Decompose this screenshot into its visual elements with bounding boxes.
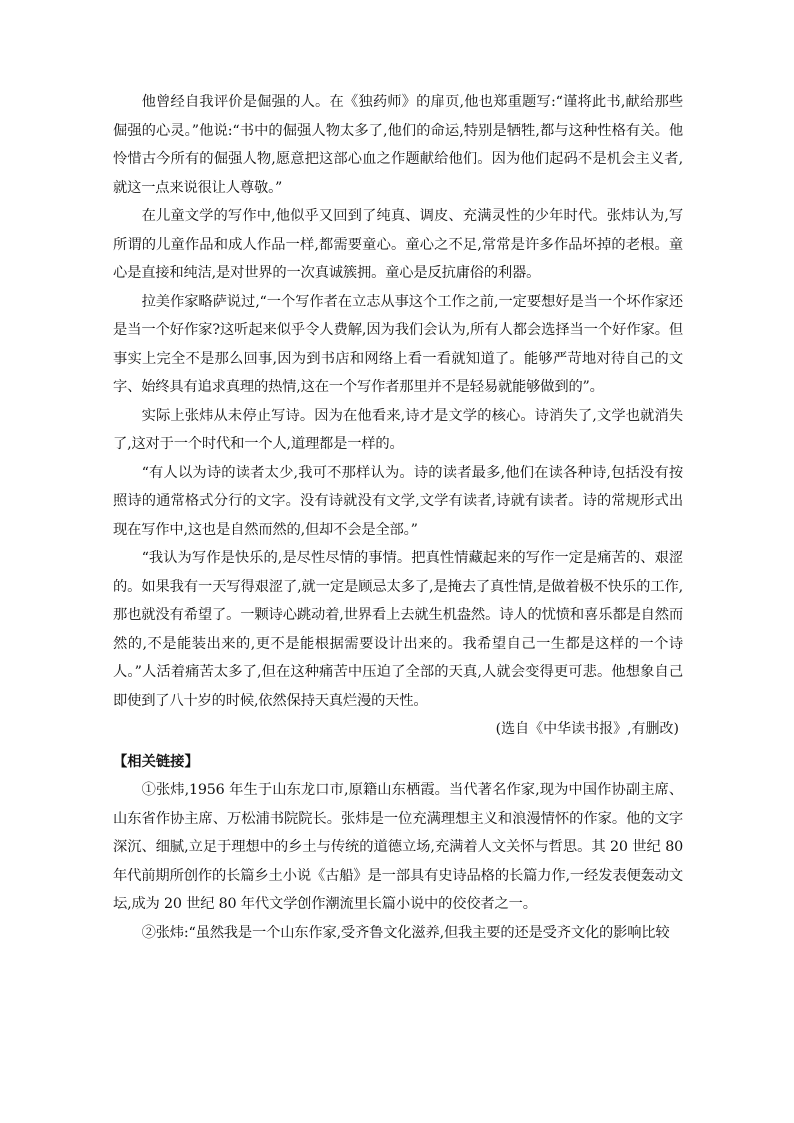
document-page xyxy=(113,88,683,947)
paragraph-poetry-readers: “有人以为诗的读者太少,我可不那样认为。诗的读者最多,他们在读各种诗,包括没有按照诗的通常格式分行的文字。没有诗就没有文学,文学有读者,诗就有读者。诗的常规形式出现在写作中,这也是自然而然的,但却不会是全部。” xyxy=(113,464,683,538)
related-link-quote: ②张炜:“虽然我是一个山东作家,受齐鲁文化滋养,但我主要的还是受齐文化的影响比较 xyxy=(141,924,670,941)
paragraph-childrens-literature: 在儿童文学的写作中,他似乎又回到了纯真、调皮、充满灵性的少年时代。张炜认为,写所谓的儿童作品和成人作品一样,都需要童心。童心之不足,常常是许多作品坏掉的老根。童心是直接和纯洁,是对世界的一次真诚簇拥。童心是反抗庸俗的利器。 xyxy=(113,208,683,281)
article-source: (选自《中华读书报》,有删改) xyxy=(495,721,679,737)
paragraph-writing-joy: “我认为写作是快乐的,是尽性尽情的事情。把真性情藏起来的写作一定是痛苦的、艰涩的。如果我有一天写得艰涩了,就一定是顾忌太多了,是掩去了真性情,是做着极不快乐的工作,那也就没有希望了。一颗诗心跳动着,世界看上去就生机盎然。诗人的忧愤和喜乐都是自然而然的,不是能装出来的,更不是能根据需要设计出来的。我希望自己一生都是这样的一个诗人。”人活着痛苦太多了,但在这种痛苦中压迫了全部的天真,人就会变得更可悲。他想象自己即使到了八十岁的时候,依然保持天真烂漫的天性。 xyxy=(113,550,683,709)
related-links-title: 【相关链接】 xyxy=(113,753,199,770)
paragraph-stubborn: 他曾经自我评价是倔强的人。在《独药师》的扉页,他也郑重题写:“谨将此书,献给那些倔强的心灵。”他说:“书中的倔强人物太多了,他们的命运,特别是牺牲,都与这种性格有关。他怜惜古今所有的倔强人物,愿意把这部心血之作题献给他们。因为他们起码不是机会主义者,就这一点来说很让人尊敬。” xyxy=(113,94,683,196)
paragraph-llosa-quote: 拉美作家略萨说过,“一个写作者在立志从事这个工作之前,一定要想好是当一个坏作家还是当一个好作家?这听起来似乎令人费解,因为我们会认为,所有人都会选择当一个好作家。但事实上完全不是那么回事,因为到书店和网络上看一看就知道了。能够严苛地对待自己的文字、始终具有追求真理的热情,这在一个写作者那里并不是轻易就能够做到的”。 xyxy=(113,293,683,395)
paragraph-poetry-core: 实际上张炜从未停止写诗。因为在他看来,诗才是文学的核心。诗消失了,文学也就消失了,这对于一个时代和一个人,道理都是一样的。 xyxy=(113,407,683,452)
related-link-biography: ①张炜,1956 年生于山东龙口市,原籍山东栖霞。当代著名作家,现为中国作协副主席、山东省作协主席、万松浦书院院长。张炜是一位充满理想主义和浪漫情怀的作家。他的文字深沉、细腻,立足于理想中的乡土与传统的道德立场,充满着人文关怀与哲思。其 20 世纪 80 年代前期所创作的长篇乡土小说《古船》是一部具有史诗品格的长篇力作,一经发表便轰动文坛,成为 20 世纪 80 年代文学创作潮流里长篇小说中的佼佼者之一。 xyxy=(113,782,683,912)
